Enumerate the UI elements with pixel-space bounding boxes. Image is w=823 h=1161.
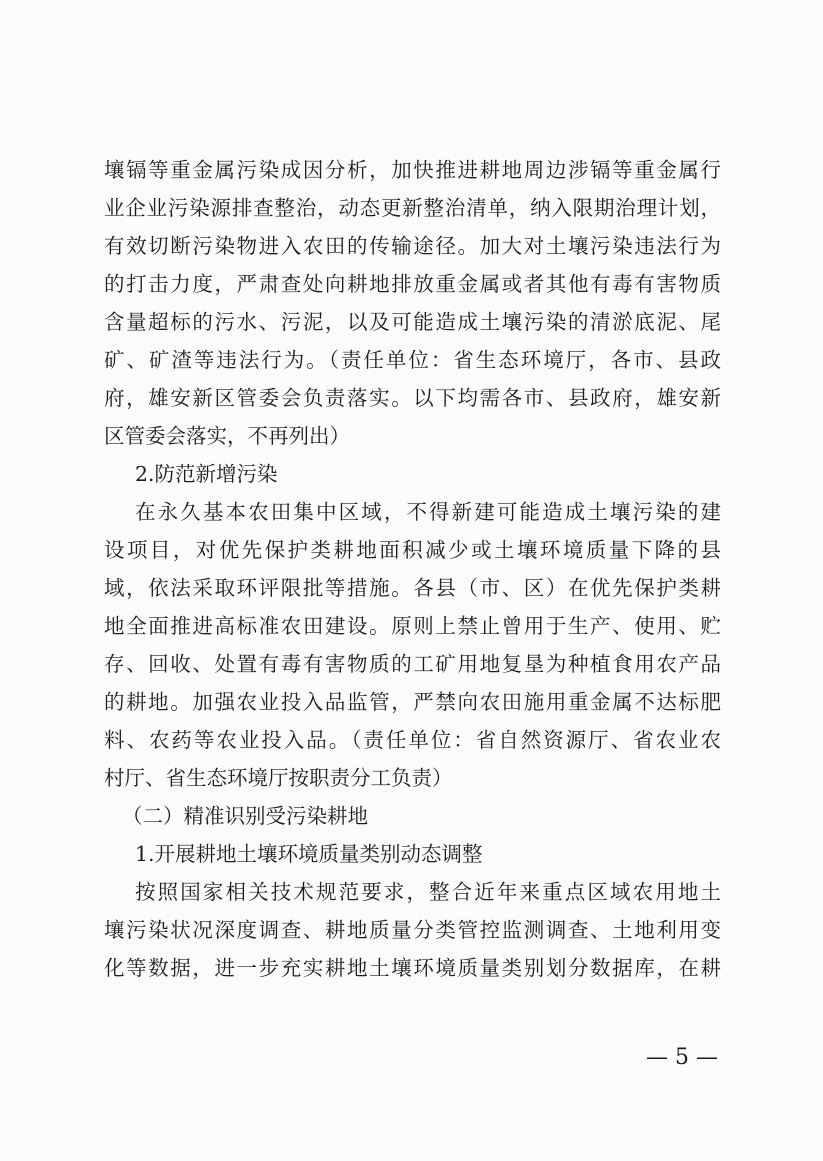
section-heading: 2.防范新增污染 — [135, 462, 278, 486]
paragraph-line: 的耕地。加强农业投入品监管，严禁向农田施用重金属不达标肥 — [104, 690, 721, 714]
paragraph-line: 料、农药等农业投入品。（责任单位：省自然资源厅、省农业农 — [104, 728, 721, 752]
paragraph-line: 在永久基本农田集中区域，不得新建可能造成土壤污染的建 — [135, 500, 721, 524]
subsection-heading: 1.开展耕地土壤环境质量类别动态调整 — [135, 842, 483, 866]
paragraph-line: 壤镉等重金属污染成因分析，加快推进耕地周边涉镉等重金属行 — [104, 158, 721, 182]
paragraph-line: 业企业污染源排查整治，动态更新整治清单，纳入限期治理计划， — [104, 196, 721, 220]
paragraph-line: 化等数据，进一步充实耕地土壤环境质量类别划分数据库，在耕 — [104, 956, 721, 980]
paragraph-line: 存、回收、处置有毒有害物质的工矿用地复垦为种植食用农产品 — [104, 652, 721, 676]
section-heading: （二）精准识别受污染耕地 — [122, 804, 368, 828]
paragraph-line: 地全面推进高标准农田建设。原则上禁止曾用于生产、使用、贮 — [104, 614, 721, 638]
page-number: — 5 — — [646, 1045, 718, 1070]
paragraph-line: 府，雄安新区管委会负责落实。以下均需各市、县政府，雄安新 — [104, 386, 721, 410]
paragraph-line: 区管委会落实，不再列出） — [104, 424, 350, 448]
paragraph-line: 按照国家相关技术规范要求，整合近年来重点区域农用地土 — [135, 880, 721, 904]
paragraph-line: 矿、矿渣等违法行为。（责任单位：省生态环境厅，各市、县政 — [104, 348, 721, 372]
paragraph-line: 有效切断污染物进入农田的传输途径。加大对土壤污染违法行为 — [104, 234, 721, 258]
paragraph-line: 域，依法采取环评限批等措施。各县（市、区）在优先保护类耕 — [104, 576, 721, 600]
paragraph-line: 设项目，对优先保护类耕地面积减少或土壤环境质量下降的县 — [104, 538, 721, 562]
paragraph-line: 村厅、省生态环境厅按职责分工负责） — [104, 766, 453, 790]
paragraph-line: 含量超标的污水、污泥，以及可能造成土壤污染的清淤底泥、尾 — [104, 310, 721, 334]
paragraph-line: 壤污染状况深度调查、耕地质量分类管控监测调查、土地利用变 — [104, 918, 721, 942]
paragraph-line: 的打击力度，严肃查处向耕地排放重金属或者其他有毒有害物质 — [104, 272, 721, 296]
